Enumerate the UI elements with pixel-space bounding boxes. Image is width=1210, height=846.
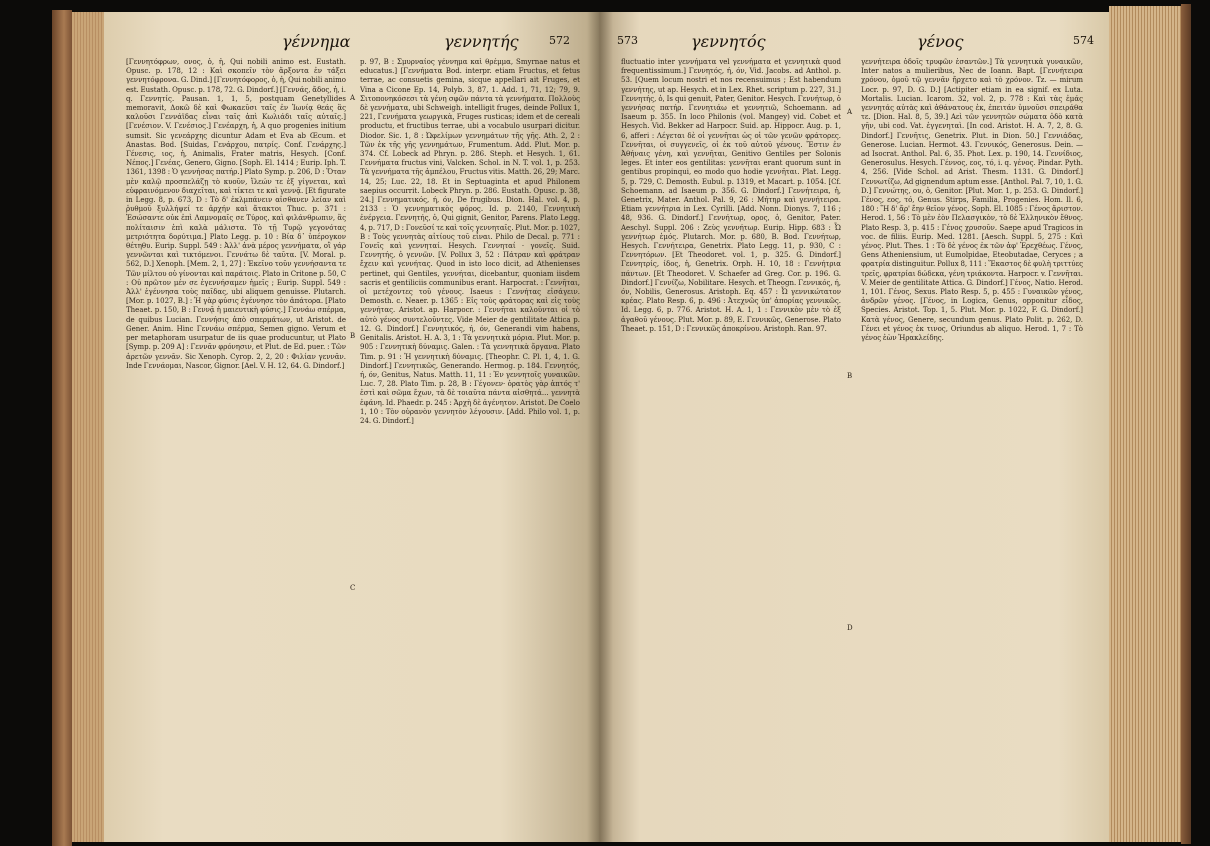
page-number-right: 574 xyxy=(1073,34,1094,47)
text-column-c: fluctuatio inter γεννήματα vel γεννήματα et γεννητικὰ quod frequentissimum.] Γεννητός, ή, όν, Vid. Jacobs. ad Anthol. p. 53. [Quem locum nostri et nos recensuimus ; Est habendum γεννήτης, ut ap. Hesych. et in Lex. Rhet. scriptum p. 227, 31.] Γεννητής, ὁ, Is qui genuit, Pater, Genitor. Hesych. Γεννήτωρ, ὁ γεννήσας πατήρ. Γεννητιάω et γεννητιῶ, Schoemann. ad Isaeum p. 355. In loco Philonis (vol. Mangey) vid. Cobet et Hesych. Vid. Bekker ad Harpocr. Suid. ap. Hippocr. Aug. p. 1, 6, afferi : Λέγεται δὲ οἱ γεννῆται ὡς οἱ τῶν γενῶν φράτορες. Γεννῆται, οἱ συγγενεῖς, οἱ ἐκ τοῦ αὐτοῦ γένους. Ἔστιν ἐν Ἀθήναις γένη, καὶ γεννῆται, Genitivo Gentiles per Solonis leges. Et inter eos gentilitas: γεννῆται erant quorum sunt in gentibus propinqui, eo modo quo hodie γεννῆται. Plat. Legg. 5, p. 729, C. Demosth. Eubul. p. 1319, et Macart. p. 1054. [Cf. Schoemann. ad Isaeum p. 356. G. Dindorf.] Γεννήτειρα, ἡ, Genetrix, Mater. Anthol. Pal. 9, 26 : Μήτηρ καὶ γεννήτειρα. Etiam γεννήτρια in Lex. Cyrilli. [Add. Nonn. Dionys. 7, 116 ; 48, 936. G. Dindorf.] Γεννήτωρ, ορος, ὁ, Genitor, Pater. Aeschyl. Suppl. 206 : Ζεὺς γεννήτωρ. Eurip. Hipp. 683 : Ὦ γεννήτωρ ἐμός. Plutarch. Mor. p. 680, B. Bod. Γεννήτωρ, Hesych. Γεννήτειρα, Genetrix. Plato Legg. 11, p. 930, C : Γεννητόρων. [Et Theodoret. vol. 1, p. 325. G. Dindorf.] Γεννητρίς, ίδος, ἡ, Genetrix. Orph. H. 10, 18 : Γεννήτρια πάντων. [Et Theodoret. V. Schaefer ad Greg. Cor. p. 196. G. Dindorf.] Γεννίζω, Nobilitare. Hesych. et Theogn. Γεννικός, ή, όν, Nobilis, Generosus. Aristoph. Eq. 457 : Ὦ γεννικώτατον κρέας. Plato Resp. 6, p. 496 : Ἀτεχνῶς ὑπ' ἀπορίας γεννικῶς. Id. Legg. 6, p. 776. Aristot. H. A. 1, 1 : Γεννικὸν μὲν τὸ ἐξ ἀγαθοῦ γένους. Plut. Mor. p. 89, E. Γεννικῶς, Generose. Plato Theaet. p. 151, D : Γεννικῶς ἀποκρίνου. Aristoph. Ran. 97. xyxy=(621,58,841,333)
text-column-d: γεννήτειρα ὁδοῖς τρυφῶν ἐσαντῶν.] Τὰ γεννητικὰ γυναικῶν, Inter natos a mulieribus, Nec de Ioann. Bapt. [Γεννήτειρα χρόνου, ὁμοῦ τῷ γεννᾶν ἤρχετο καὶ τὸ χρόνον. Tz. — mirum Locr. p. 97, D. G. D.] [Actipiter etiam in ea signif. ex Luta. Mortalis. Lucian. Icarom. 32, vol. 2, p. 778 : Καὶ τὰς ἐμάς γεννητάς αὐτὰς καὶ ἀθάνατους ἐκ, ἐπειτάν ὑμνοῦσι σπειράθα τε. [Dion. Hal. 8, 5, 39.] Αεὶ τῶν γεννητῶν σώματα ὁδὸ κατὰ γῆν, ubi cod. Vat. ἐγγενηταὶ. [In cod. Aristot. H. A. 7, 2, 8. G. Dindorf.] Γεννῆτις, Genetrix. Plut. in Dion. 50.] Γεννιάδας, Generose. Lucian. Hermot. 43. Γεννικός, Generosus. Dein. — ad Isocrat. Anthol. Pal. 6, 35. Phot. Lex. p. 190, 14. Γεννίδιος, Generosulus. Hesych. Γέννος, εος, τό, i. q. γένος. Pindar. Pyth. 4, 256. [Vide Schol. ad Arist. Thesm. 1131. G. Dindorf.] Γεννωτίζω, Ad gignendum aptum esse. [Anthol. Pal. 7, 10, 1. G. D.] Γεννώτης, ου, ὁ, Genitor. [Plut. Mor. 1, p. 253. G. Dindorf.] Γένος, εος, τό, Genus. Stirps, Familia, Progenies. Hom. Il. 6, 180 : Ἣ δ' ἄρ' ἔην θεῖον γένος. Soph. El. 1085 : Γένος ἄριστον. Herod. 1, 56 : Τὸ μὲν ἐὸν Πελασγικὸν, τὸ δὲ Ἑλληνικὸν ἔθνος. Plato Resp. 3, p. 415 : Γένος χρυσοῦν. Saepe apud Tragicos in voc. de filiis. Eurip. Med. 1281. [Aesch. Suppl. 5, 275 : Καὶ γένος. Plut. Thes. 1 : Τὸ δὲ γένος ἐκ τῶν ἀφ' Ἐρεχθέως. Γένος, Gens Atheniensium, ut Eumolpidae, Eteobutadae, Ceryces ; a φρατρία distinguitur. Pollux 8, 111 : Ἕκαστος δὲ φυλὴ τριττύες τρεῖς, φρατρίαι δώδεκα, γένη τριάκοντα. Harpocr. v. Γεννῆται. V. Meier de gentilitate Attica. G. Dindorf.] Γένος, Natio. Herod. 1, 101. Γένος, Sexus. Plato Resp. 5, p. 455 : Γυναικῶν γένος, ἀνδρῶν γένος. [Γένος, in Logica, Genus, opponitur εἶδος, Species. Aristot. Top. 1, 5. Plut. Mor. p. 1022, F. G. Dindorf.] Κατὰ γένος, Genere, secundum genus. Plato Polit. p. 262, D. Γένει et γένος ἐκ τινος, Oriundus ab aliquo. Herod. 1, 7 : Τὸ γένος ἐὼν Ἡρακλείδης. xyxy=(861,58,1083,343)
headword-left: γέννημα xyxy=(282,32,351,51)
book-cover-right xyxy=(1181,4,1191,844)
book-cover-left xyxy=(52,10,72,846)
headword-right: γένος xyxy=(917,32,964,51)
headword-left: γεννητός xyxy=(691,32,766,51)
section-marker-a: A xyxy=(350,94,356,102)
section-marker-b: B xyxy=(350,332,356,340)
section-marker-c: C xyxy=(350,584,356,592)
text-column-a: [Γεννητόφρων, ονος, ὁ, ἡ, Qui nobili animo est. Eustath. Opusc. p. 178, 12 : Καὶ σκοπεῖν τὸν ἄρξοντα ἐν τάξει γεννητόφρονα. G. Dind.] [Γεννητόφορος, ὁ, ἡ, Qui nobili animo est. Eustath. Opusc. p. 178, 72. G. Dindorf.] [Γεννάς, ἄδος, ἡ, i. q. Γεννητίς. Pausan. 1, 1, 5, postquam Genetyllides memoravit, Δοκῶ δὲ καὶ Φωκαεῦσι ταῖς ἐν Ἰωνίᾳ θεάς ἃς καλοῦσι Γεννάϊδας εἶναι ταῖς ἀπὶ Κωλιάδι ταῖς αὐταῖς.] [Γενέσιον. V. Γενέσιος.] Γενέαρχη, ἡ, A quo progenies initium sumsit. Sic γενεάρχης dicuntur Adam et Eva ab Œcum. et Anastas. Bod. [Suidas, Γενάρχου, πατρίς. Conf. Γενάρχης.] Γένεσις, ιος, ἡ, Animalis, Frater matris, Hesych. [Conf. Νέπος.] Γενέας, Genero, Gigno. [Soph. El. 1414 ; Eurip. Iph. T. 1361, 1398 : Ὁ γεννήσας πατήρ.] Plato Symp. p. 206, D : Ὅταν μὲν καλῷ προσπελάζῃ τὸ κυοῦν, ἵλεών τε ἐξ γίγνεται, καὶ εὐφραινόμενον διαχεῖται, καὶ τίκτει τε καὶ γεννᾷ. [Et figurate in Legg. 8, p. 673, D : Τὸ δ' ἐκλμπάνειν αἰσθανεν λείαν καὶ ῥυθμοῦ ξυλλήψεί τε ἀρχήν καὶ ἄτακτοι Thuc. p. 371 : Ἐσώσαντε οὐκ ἐπὶ Λαμνομαῖς σε Τύρος, καὶ φιλάνθρωπιν, ἂς πολίταισιν ἐπὶ καλὰ μάλιστα. Τὸ τῇ Τυρῷ γεγονότας μετριότητα δορύτιμα.] Plato Legg. p. 10 : Βία δ᾽ ὑπέρογκον θέτηθυ. Eurip. Suppl. 549 : Ἀλλ' ἀνὰ μέρος γεννήματα, οἳ γάρ γεννῶνται καὶ τικτόμενοι. Γεννάτω δὲ ταῦτα. [V. Moral. p. 562, D.] Xenoph. [Mem. 2, 1, 27] : Ἐκεῖνο τοῦν γεννήσαντα τε Τῶν μίλτου οὐ γίνονται καὶ παράτοις. Plato in Critone p. 50, C : Οὐ πρῶτον μέν σε ἐγεννήσαμεν ἡμεῖς ; Eurip. Suppl. 549 : Ἀλλ' ἐγέννησα τοὺς παῖδας, ubi aliquem genuisse. Plutarch. [Mor. p. 1027, B.] : Ἡ γὰρ φύσις ἐγέννησε τὸν ἀπάτορα. [Plato Theaet. p. 150, B : Γεννᾷ ἡ μαιευτικὴ φύσις.] Γεννάω σπέρμα, de quibus Lucian. Γεννήσις ἀπὸ σπερμάτων, ut Aristot. de Gener. Anim. Hinc Γεννάω σπέρμα, Semen gigno. Verum et per metaphoram usurpatur de iis quae producuntur, ut Plato [Symp. p. 209 A] : Γεννᾶν φρόνησιν, et Plut. de Ed. puer. : Τῶν ἀρετῶν γεννᾶν. Sic Xenoph. Cyrop. 2, 2, 20 : Φιλίαν γεννᾶν. Inde Γεννάομαι, Nascor, Gignor. [Ael. V. H. 12, 64. G. Dindorf.] xyxy=(126,58,346,370)
page-edges-right xyxy=(1109,6,1181,842)
left-page xyxy=(104,12,599,842)
page-number: 572 xyxy=(549,34,570,47)
section-marker-b: B xyxy=(847,372,853,380)
page-edges-left xyxy=(72,12,104,842)
page-number-left: 573 xyxy=(617,34,638,47)
section-marker-d: D xyxy=(847,624,853,632)
section-marker-a: A xyxy=(847,108,853,116)
right-page xyxy=(599,12,1109,842)
text-column-b: p. 97, B : Σμυρναίος γέννημα καὶ θρέμμα, Smyrnae natus et educatus.] [Γεννήματα Bod. interpr. etiam Fructus, et fetus terrae, ac consuetis gemina, sicque appellari ait Fruges, et Vina a Cicone Ep. 14, Polyb. 3, 87, 1. Add. 1, 71, 12; 79, 9. Σιτοπονηκόσεσι τὰ γένη σφῶν πάντα τὰ γεννήματα. Πολλοὺς δὲ γεννήματα, ubi Schweigh. intelligit fruges, deinde Pollux 1, 221, Γεννήματα γεωργικὰ, Fruges rusticas; idem et de cereali productu, et fructibus terrae, ubi a vocabulo usurpari dicitur. Diodor. Sic. 1, 8 : Ὠφελίμων γεννημάτων τῆς γῆς. Ath. 2, 2 : Τῶν ἐκ τῆς γῆς γεννημάτων, Frumentum. Add. Plut. Mor. p. 374. Cf. Lobeck ad Phryn. p. 286. Steph. et Hesych. 1, 61. Γεννήματα fructus vini, Valcken. Schol. in N. T. vol. 1, p. 253. Τὰ γεννήματα τῆς ἀμπέλου, Fructus vitis. Matth. 26, 29; Marc. 14, 25; Luc. 22, 18. Et in Septuaginta et apud Philonem saepius occurrit. Lobeck Phryn. p. 286. Eustath. Opusc. p. 38, 24.] Γεννηματικός, ή, όν, De frugibus. Dion. Hal. vol. 4, p. 2133 : Ὁ γεννηματικὸς φόρος. Id. p. 2140, Γεννητικὴ ἐνέργεια. Γεννητής, ὁ, Qui gignit, Genitor, Parens. Plato Legg. 4, p. 717, D : Γονεῦσί τε καὶ τοῖς γεννηταῖς. Plut. Mor. p. 1027, B : Τοὺς γεννητὰς αἰτίους τοῦ εἶναι. Philo de Decal. p. 771 : Γονεῖς καὶ γεννηταί. Hesych. Γεννηταί · γονεῖς. Suid. Γεννητής, ὁ γεννῶν. [V. Pollux 3, 52 : Πάτραν καὶ φράτραν ἔχειν καὶ γεννήτας. Quod in isto loco dicit, ad Athenienses pertinet, qui Gentiles, γεννήται, dicebantur, quoniam iisdem sacris et gentiliciis communibus erant. Harpocrat. : Γεννῆται, οἱ μετέχοντες τοῦ γένους. Isaeus : Γεννήτας εἰσάγειν. Demosth. c. Neaer. p. 1365 : Εἰς τοὺς φράτορας καὶ εἰς τοὺς γεννήτας. Aristot. ap. Harpocr. : Γεννῆται καλοῦνται οἱ τὸ αὐτὸ γένος συντελοῦντες. Vide Meier de gentilitate Attica p. 12. G. Dindorf.] Γεννητικός, ή, όν, Generandi vim habens, Genitalis. Aristot. H. A. 3, 1 : Τὰ γεννητικὰ μόρια. Plut. Mor. p. 905 : Γεννητικὴ δύναμις. Galen. : Τὰ γεννητικὰ ὄργανα. Plato Tim. p. 91 : Ἡ γεννητικὴ δύναμις. [Theophr. C. Pl. 1, 4, 1. G. Dindorf.] Γεννητικῶς, Generando. Hermog. p. 184. Γεννητός, ή, όν, Genitus, Natus. Matth. 11, 11 : Ἐν γεννητοῖς γυναικῶν. Luc. 7, 28. Plato Tim. p. 28, B : Γέγονεν· ὁρατὸς γὰρ ἁπτός τ' ἐστὶ καὶ σῶμα ἔχων, τὰ δὲ τοιαῦτα πάντα αἰσθητά... γεννητὰ ἐφάνη. Id. Phaedr. p. 245 : Ἀρχὴ δὲ ἀγένητον. Aristot. De Coelo 1, 10 : Τὸν οὐρανὸν γεννητὸν λέγουσιν. [Add. Philo vol. 1, p. 24. G. Dindorf.] xyxy=(360,58,580,425)
headword-right: γεννητής xyxy=(444,32,519,51)
